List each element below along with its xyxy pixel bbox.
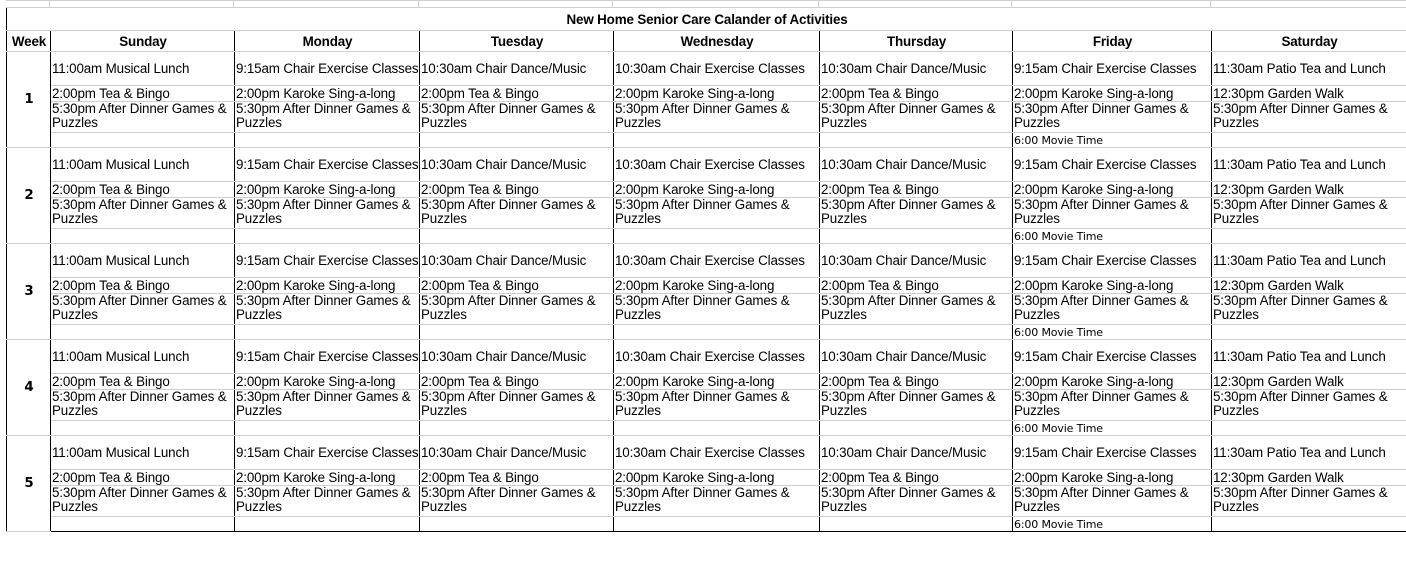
activity-cell-sunday[interactable]: 2:00pm Tea & Bingo — [51, 86, 235, 102]
activity-cell-tuesday[interactable]: 5:30pm After Dinner Games & Puzzles — [420, 294, 614, 325]
week-5-row-2 — [7, 470, 1406, 486]
activity-cell-tuesday[interactable]: 10:30am Chair Dance/Music — [420, 340, 614, 374]
activity-cell-saturday[interactable]: 11:30am Patio Tea and Lunch — [1212, 148, 1406, 182]
activity-cell-monday[interactable]: 9:15am Chair Exercise Classes — [235, 244, 420, 278]
activity-cell-saturday[interactable] — [1212, 517, 1406, 532]
activity-cell-wednesday[interactable]: 5:30pm After Dinner Games & Puzzles — [614, 102, 820, 133]
activity-cell-sunday[interactable]: 5:30pm After Dinner Games & Puzzles — [51, 390, 235, 421]
activity-cell-saturday[interactable]: 5:30pm After Dinner Games & Puzzles — [1212, 102, 1406, 133]
activity-cell-wednesday[interactable]: 2:00pm Karoke Sing-a-long — [614, 182, 820, 198]
activity-cell-wednesday[interactable]: 10:30am Chair Exercise Classes — [614, 340, 820, 374]
activities-calendar-table — [6, 7, 1406, 532]
activity-cell-sunday[interactable] — [51, 421, 235, 436]
activity-cell-sunday[interactable] — [51, 517, 235, 532]
activity-cell-monday[interactable]: 2:00pm Karoke Sing-a-long — [235, 470, 420, 486]
activity-cell-monday[interactable] — [235, 133, 420, 148]
activity-cell-wednesday[interactable]: 5:30pm After Dinner Games & Puzzles — [614, 294, 820, 325]
calendar-title: New Home Senior Care Calander of Activities — [7, 8, 1406, 31]
activity-cell-tuesday[interactable]: 10:30am Chair Dance/Music — [420, 148, 614, 182]
activity-cell-thursday[interactable] — [820, 517, 1013, 532]
activity-cell-saturday[interactable] — [1212, 421, 1406, 436]
activity-cell-saturday[interactable]: 11:30am Patio Tea and Lunch — [1212, 340, 1406, 374]
activity-cell-sunday[interactable]: 11:00am Musical Lunch — [51, 148, 235, 182]
activity-cell-thursday[interactable]: 5:30pm After Dinner Games & Puzzles — [820, 294, 1013, 325]
activity-cell-wednesday[interactable]: 2:00pm Karoke Sing-a-long — [614, 86, 820, 102]
header-tuesday[interactable]: Tuesday — [420, 31, 614, 52]
activity-cell-friday[interactable]: 2:00pm Karoke Sing-a-long — [1013, 182, 1212, 198]
week-2-row-4 — [7, 229, 1406, 244]
activity-cell-friday[interactable]: 9:15am Chair Exercise Classes — [1013, 52, 1212, 86]
activity-cell-friday[interactable]: 5:30pm After Dinner Games & Puzzles — [1013, 390, 1212, 421]
week-3-row-4 — [7, 325, 1406, 340]
activity-cell-wednesday[interactable]: 10:30am Chair Exercise Classes — [614, 52, 820, 86]
header-week[interactable]: Week — [7, 31, 51, 52]
activity-cell-wednesday[interactable]: 2:00pm Karoke Sing-a-long — [614, 470, 820, 486]
activity-cell-saturday[interactable]: 12:30pm Garden Walk — [1212, 278, 1406, 294]
week-number-cell[interactable]: 3 — [7, 244, 51, 340]
week-number-cell[interactable]: 1 — [7, 52, 51, 148]
week-1-row-3 — [7, 102, 1406, 133]
activity-cell-sunday[interactable]: 11:00am Musical Lunch — [51, 52, 235, 86]
activity-cell-friday[interactable]: 2:00pm Karoke Sing-a-long — [1013, 470, 1212, 486]
activity-cell-sunday[interactable]: 5:30pm After Dinner Games & Puzzles — [51, 486, 235, 517]
activity-cell-sunday[interactable]: 5:30pm After Dinner Games & Puzzles — [51, 198, 235, 229]
activity-cell-thursday[interactable]: 10:30am Chair Dance/Music — [820, 52, 1013, 86]
activity-cell-monday[interactable]: 5:30pm After Dinner Games & Puzzles — [235, 390, 420, 421]
header-row — [7, 31, 1406, 52]
activity-cell-thursday[interactable] — [820, 229, 1013, 244]
activity-cell-thursday[interactable]: 5:30pm After Dinner Games & Puzzles — [820, 486, 1013, 517]
activity-cell-thursday[interactable] — [820, 325, 1013, 340]
week-number-cell[interactable]: 5 — [7, 436, 51, 532]
activity-cell-monday[interactable]: 9:15am Chair Exercise Classes — [235, 148, 420, 182]
activity-cell-tuesday[interactable]: 10:30am Chair Dance/Music — [420, 244, 614, 278]
activity-cell-tuesday[interactable]: 2:00pm Tea & Bingo — [420, 86, 614, 102]
activity-cell-monday[interactable]: 2:00pm Karoke Sing-a-long — [235, 86, 420, 102]
activity-cell-thursday[interactable]: 10:30am Chair Dance/Music — [820, 148, 1013, 182]
activity-cell-thursday[interactable]: 2:00pm Tea & Bingo — [820, 86, 1013, 102]
activity-cell-friday[interactable]: 5:30pm After Dinner Games & Puzzles — [1013, 102, 1212, 133]
header-monday[interactable]: Monday — [235, 31, 420, 52]
activity-cell-monday[interactable] — [235, 421, 420, 436]
activity-cell-sunday[interactable]: 11:00am Musical Lunch — [51, 244, 235, 278]
activity-cell-tuesday[interactable]: 2:00pm Tea & Bingo — [420, 374, 614, 390]
activity-cell-tuesday[interactable]: 5:30pm After Dinner Games & Puzzles — [420, 486, 614, 517]
activity-cell-sunday[interactable] — [51, 325, 235, 340]
activity-cell-friday[interactable]: 6:00 Movie Time — [1013, 133, 1212, 148]
activity-cell-monday[interactable]: 2:00pm Karoke Sing-a-long — [235, 374, 420, 390]
week-1-row-2 — [7, 86, 1406, 102]
activity-cell-thursday[interactable]: 10:30am Chair Dance/Music — [820, 244, 1013, 278]
activity-cell-friday[interactable]: 6:00 Movie Time — [1013, 325, 1212, 340]
week-4-row-2 — [7, 374, 1406, 390]
activity-cell-saturday[interactable]: 5:30pm After Dinner Games & Puzzles — [1212, 390, 1406, 421]
activity-cell-saturday[interactable]: 12:30pm Garden Walk — [1212, 86, 1406, 102]
week-5-row-3 — [7, 486, 1406, 517]
activity-cell-wednesday[interactable]: 10:30am Chair Exercise Classes — [614, 244, 820, 278]
spreadsheet — [6, 0, 1406, 569]
week-2-row-1 — [7, 148, 1406, 182]
activity-cell-monday[interactable]: 5:30pm After Dinner Games & Puzzles — [235, 102, 420, 133]
activity-cell-saturday[interactable]: 12:30pm Garden Walk — [1212, 374, 1406, 390]
activity-cell-sunday[interactable]: 11:00am Musical Lunch — [51, 340, 235, 374]
activity-cell-sunday[interactable]: 2:00pm Tea & Bingo — [51, 278, 235, 294]
week-1-row-4 — [7, 133, 1406, 148]
week-5-row-4 — [7, 517, 1406, 532]
activity-cell-tuesday[interactable] — [420, 517, 614, 532]
header-sunday[interactable]: Sunday — [51, 31, 235, 52]
activity-cell-friday[interactable]: 9:15am Chair Exercise Classes — [1013, 340, 1212, 374]
activity-cell-saturday[interactable]: 12:30pm Garden Walk — [1212, 182, 1406, 198]
activity-cell-sunday[interactable]: 2:00pm Tea & Bingo — [51, 470, 235, 486]
activity-cell-thursday[interactable]: 5:30pm After Dinner Games & Puzzles — [820, 102, 1013, 133]
activity-cell-tuesday[interactable] — [420, 229, 614, 244]
activity-cell-saturday[interactable]: 5:30pm After Dinner Games & Puzzles — [1212, 198, 1406, 229]
activity-cell-friday[interactable]: 2:00pm Karoke Sing-a-long — [1013, 278, 1212, 294]
activity-cell-tuesday[interactable]: 2:00pm Tea & Bingo — [420, 182, 614, 198]
activity-cell-monday[interactable]: 9:15am Chair Exercise Classes — [235, 436, 420, 470]
activity-cell-monday[interactable] — [235, 517, 420, 532]
activity-cell-tuesday[interactable]: 5:30pm After Dinner Games & Puzzles — [420, 198, 614, 229]
activity-cell-wednesday[interactable] — [614, 421, 820, 436]
activity-cell-saturday[interactable]: 11:30am Patio Tea and Lunch — [1212, 52, 1406, 86]
week-2-row-3 — [7, 198, 1406, 229]
activity-cell-monday[interactable]: 2:00pm Karoke Sing-a-long — [235, 278, 420, 294]
activity-cell-monday[interactable]: 5:30pm After Dinner Games & Puzzles — [235, 294, 420, 325]
activity-cell-friday[interactable]: 6:00 Movie Time — [1013, 229, 1212, 244]
week-4-row-1 — [7, 340, 1406, 374]
title-row — [7, 8, 1406, 31]
activity-cell-thursday[interactable]: 2:00pm Tea & Bingo — [820, 374, 1013, 390]
activity-cell-thursday[interactable]: 2:00pm Tea & Bingo — [820, 278, 1013, 294]
activity-cell-thursday[interactable] — [820, 133, 1013, 148]
activity-cell-sunday[interactable]: 5:30pm After Dinner Games & Puzzles — [51, 102, 235, 133]
activity-cell-friday[interactable]: 9:15am Chair Exercise Classes — [1013, 148, 1212, 182]
activity-cell-tuesday[interactable]: 5:30pm After Dinner Games & Puzzles — [420, 102, 614, 133]
activity-cell-friday[interactable]: 5:30pm After Dinner Games & Puzzles — [1013, 198, 1212, 229]
activity-cell-friday[interactable]: 6:00 Movie Time — [1013, 421, 1212, 436]
activity-cell-monday[interactable]: 9:15am Chair Exercise Classes — [235, 340, 420, 374]
activity-cell-sunday[interactable]: 2:00pm Tea & Bingo — [51, 374, 235, 390]
activity-cell-tuesday[interactable] — [420, 421, 614, 436]
activity-cell-sunday[interactable]: 2:00pm Tea & Bingo — [51, 182, 235, 198]
activity-cell-tuesday[interactable] — [420, 325, 614, 340]
header-friday[interactable]: Friday — [1013, 31, 1212, 52]
week-5-row-1 — [7, 436, 1406, 470]
activity-cell-saturday[interactable]: 11:30am Patio Tea and Lunch — [1212, 436, 1406, 470]
activity-cell-wednesday[interactable]: 2:00pm Karoke Sing-a-long — [614, 278, 820, 294]
week-3-row-1 — [7, 244, 1406, 278]
activity-cell-friday[interactable]: 9:15am Chair Exercise Classes — [1013, 244, 1212, 278]
activity-cell-wednesday[interactable] — [614, 517, 820, 532]
activity-cell-wednesday[interactable]: 5:30pm After Dinner Games & Puzzles — [614, 198, 820, 229]
activity-cell-thursday[interactable]: 2:00pm Tea & Bingo — [820, 470, 1013, 486]
activity-cell-tuesday[interactable]: 2:00pm Tea & Bingo — [420, 470, 614, 486]
activity-cell-sunday[interactable]: 11:00am Musical Lunch — [51, 436, 235, 470]
activity-cell-saturday[interactable]: 5:30pm After Dinner Games & Puzzles — [1212, 486, 1406, 517]
week-3-row-3 — [7, 294, 1406, 325]
activity-cell-saturday[interactable]: 11:30am Patio Tea and Lunch — [1212, 244, 1406, 278]
week-4-row-4 — [7, 421, 1406, 436]
week-4-row-3 — [7, 390, 1406, 421]
activity-cell-friday[interactable]: 2:00pm Karoke Sing-a-long — [1013, 374, 1212, 390]
activity-cell-thursday[interactable]: 5:30pm After Dinner Games & Puzzles — [820, 390, 1013, 421]
activity-cell-wednesday[interactable] — [614, 325, 820, 340]
activity-cell-wednesday[interactable]: 10:30am Chair Exercise Classes — [614, 436, 820, 470]
activity-cell-wednesday[interactable]: 5:30pm After Dinner Games & Puzzles — [614, 390, 820, 421]
week-1-row-1 — [7, 52, 1406, 86]
activity-cell-thursday[interactable]: 2:00pm Tea & Bingo — [820, 182, 1013, 198]
activity-cell-wednesday[interactable]: 2:00pm Karoke Sing-a-long — [614, 374, 820, 390]
activity-cell-saturday[interactable] — [1212, 229, 1406, 244]
activity-cell-friday[interactable]: 6:00 Movie Time — [1013, 517, 1212, 532]
activity-cell-thursday[interactable]: 5:30pm After Dinner Games & Puzzles — [820, 198, 1013, 229]
activity-cell-saturday[interactable]: 5:30pm After Dinner Games & Puzzles — [1212, 294, 1406, 325]
activity-cell-wednesday[interactable]: 10:30am Chair Exercise Classes — [614, 148, 820, 182]
activity-cell-wednesday[interactable] — [614, 229, 820, 244]
week-number-cell[interactable]: 2 — [7, 148, 51, 244]
activity-cell-friday[interactable]: 5:30pm After Dinner Games & Puzzles — [1013, 294, 1212, 325]
activity-cell-wednesday[interactable]: 5:30pm After Dinner Games & Puzzles — [614, 486, 820, 517]
week-number-cell[interactable]: 4 — [7, 340, 51, 436]
activity-cell-tuesday[interactable]: 2:00pm Tea & Bingo — [420, 278, 614, 294]
activity-cell-saturday[interactable] — [1212, 133, 1406, 148]
activity-cell-thursday[interactable]: 10:30am Chair Dance/Music — [820, 436, 1013, 470]
activity-cell-tuesday[interactable]: 5:30pm After Dinner Games & Puzzles — [420, 390, 614, 421]
activity-cell-sunday[interactable]: 5:30pm After Dinner Games & Puzzles — [51, 294, 235, 325]
activity-cell-monday[interactable]: 2:00pm Karoke Sing-a-long — [235, 182, 420, 198]
activity-cell-wednesday[interactable] — [614, 133, 820, 148]
activity-cell-sunday[interactable] — [51, 133, 235, 148]
activity-cell-monday[interactable] — [235, 325, 420, 340]
header-wednesday[interactable]: Wednesday — [614, 31, 820, 52]
activity-cell-tuesday[interactable]: 10:30am Chair Dance/Music — [420, 436, 614, 470]
activity-cell-saturday[interactable] — [1212, 325, 1406, 340]
activity-cell-monday[interactable]: 5:30pm After Dinner Games & Puzzles — [235, 198, 420, 229]
activity-cell-friday[interactable]: 9:15am Chair Exercise Classes — [1013, 436, 1212, 470]
activity-cell-thursday[interactable] — [820, 421, 1013, 436]
activity-cell-monday[interactable] — [235, 229, 420, 244]
activity-cell-monday[interactable]: 5:30pm After Dinner Games & Puzzles — [235, 486, 420, 517]
header-thursday[interactable]: Thursday — [820, 31, 1013, 52]
activity-cell-tuesday[interactable]: 10:30am Chair Dance/Music — [420, 52, 614, 86]
activity-cell-sunday[interactable] — [51, 229, 235, 244]
header-saturday[interactable]: Saturday — [1212, 31, 1406, 52]
activity-cell-friday[interactable]: 2:00pm Karoke Sing-a-long — [1013, 86, 1212, 102]
activity-cell-monday[interactable]: 9:15am Chair Exercise Classes — [235, 52, 420, 86]
activity-cell-friday[interactable]: 5:30pm After Dinner Games & Puzzles — [1013, 486, 1212, 517]
activity-cell-tuesday[interactable] — [420, 133, 614, 148]
activity-cell-thursday[interactable]: 10:30am Chair Dance/Music — [820, 340, 1013, 374]
activity-cell-saturday[interactable]: 12:30pm Garden Walk — [1212, 470, 1406, 486]
week-2-row-2 — [7, 182, 1406, 198]
week-3-row-2 — [7, 278, 1406, 294]
